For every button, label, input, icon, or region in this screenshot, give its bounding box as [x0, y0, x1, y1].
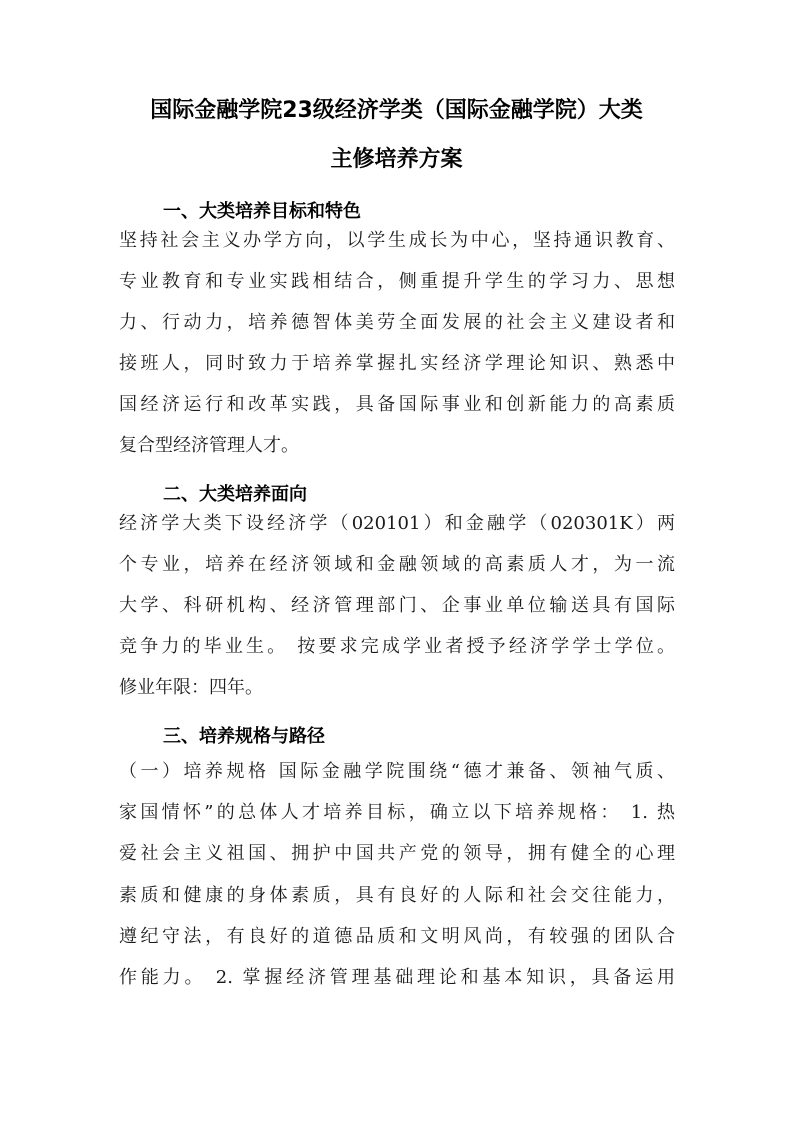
paragraph-line: 作能力。 2. 掌握经济管理基础理论和基本知识，具备运用: [119, 967, 675, 988]
paragraph-line: 经济学大类下设经济学（020101）和金融学（020301K）两: [119, 513, 675, 534]
paragraph-line: 修业年限：四年。: [119, 677, 263, 698]
paragraph-line: 遵纪守法，有良好的道德品质和文明风尚，有较强的团队合: [119, 926, 675, 947]
paragraph-line: （一）培养规格 国际金融学院围绕“德才兼备、领袖气质、: [119, 761, 675, 782]
paragraph-line: 竞争力的毕业生。 按要求完成学业者授予经济学学士学位。: [119, 636, 675, 657]
paragraph-line: 坚持社会主义办学方向，以学生成长为中心，坚持通识教育、: [119, 230, 675, 251]
paragraph-line: 专业教育和专业实践相结合，侧重提升学生的学习力、思想: [119, 271, 675, 292]
paragraph-line: 复合型经济管理人才。: [119, 435, 299, 456]
paragraph-line: 国经济运行和改革实践，具备国际事业和创新能力的高素质: [119, 394, 675, 415]
paragraph-line: 爱社会主义祖国、拥护中国共产党的领导，拥有健全的心理: [119, 843, 675, 864]
section-heading-specifications: 三、培养规格与路径: [163, 726, 325, 747]
document-title-line-1: 国际金融学院23级经济学类（国际金融学院）大类: [150, 98, 643, 123]
section-heading-orientation: 二、大类培养面向: [163, 484, 307, 505]
paragraph-line: 素质和健康的身体素质，具有良好的人际和社会交往能力，: [119, 885, 675, 906]
paragraph-line: 接班人，同时致力于培养掌握扎实经济学理论知识、熟悉中: [119, 353, 675, 374]
document-title-line-2: 主修培养方案: [330, 147, 463, 172]
paragraph-line: 大学、科研机构、经济管理部门、企事业单位输送具有国际: [119, 595, 675, 616]
paragraph-line: 力、行动力，培养德智体美劳全面发展的社会主义建设者和: [119, 312, 675, 333]
paragraph-line: 个专业，培养在经济领域和金融领域的高素质人才，为一流: [119, 554, 675, 575]
section-heading-goals: 一、大类培养目标和特色: [163, 201, 361, 222]
paragraph-line: 家国情怀”的总体人才培养目标，确立以下培养规格： 1. 热: [119, 802, 675, 823]
